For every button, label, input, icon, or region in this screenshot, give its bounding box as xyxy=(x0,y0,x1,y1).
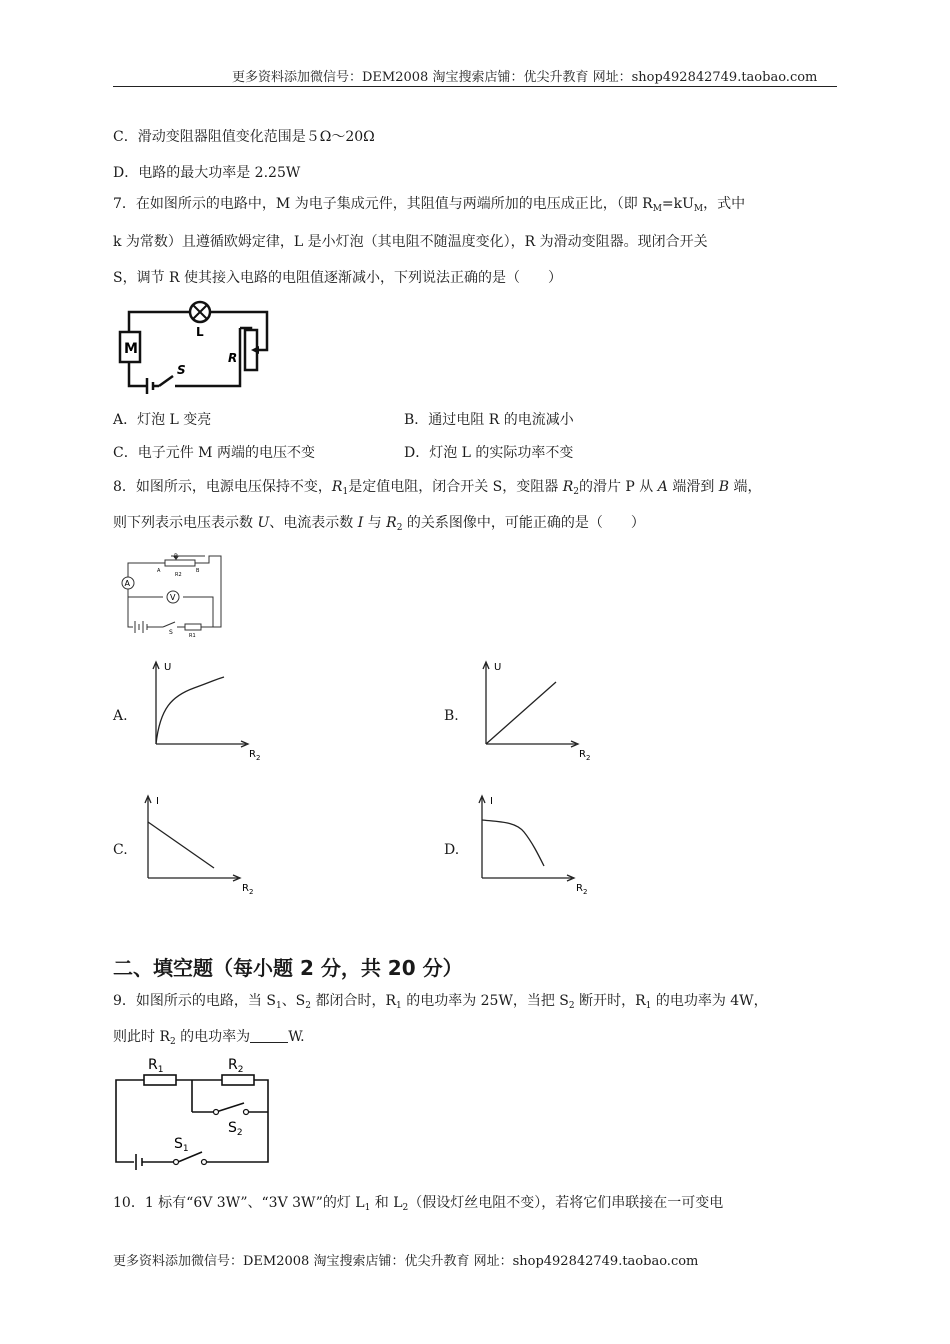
graph-b-y-label: U xyxy=(494,662,502,673)
q6-option-d: D．电路的最大功率是 2.25W xyxy=(113,165,301,181)
page-footer: 更多资料添加微信号：DEM2008 淘宝搜索店铺：优尖升教育 网址：shop492842749.taobao.com xyxy=(113,1254,699,1269)
q8-circuit-figure xyxy=(113,548,233,640)
q8-graph-c xyxy=(138,792,268,900)
resistor-r1 xyxy=(144,1075,176,1085)
label-s: S xyxy=(177,363,186,377)
label-r: R xyxy=(228,351,238,365)
fig-r1-label: $R_1$ xyxy=(148,1057,164,1075)
q8-stem-line2: 则下列表示电压表示数 U、电流表示数 I 与 $R_2$ 的关系图像中，可能正确的是（ ） xyxy=(113,515,645,533)
graph-a-y-label: U xyxy=(164,662,172,673)
q9-stem-line1: 9．如图所示的电路，当 $S_1$、$S_2$ 都闭合时，$R_1$ 的电功率为 25W，当把 $S_2$ 断开时，$R_1$ 的电功率为 4W， xyxy=(113,993,768,1011)
q6-option-c: C．滑动变阻器阻值变化范围是５Ω～20Ω xyxy=(113,129,375,145)
switch-label: S xyxy=(169,629,173,636)
q7-stem-line2: k 为常数）且遵循欧姆定律，L 是小灯泡（其电阻不随温度变化），R 为滑动变阻器。现闭合开关 xyxy=(113,234,708,250)
q7-stem-line3: S，调节 R 使其接入电路的电阻值逐渐减小，下列说法正确的是（ ） xyxy=(113,270,563,286)
page-header: 更多资料添加微信号：DEM2008 淘宝搜索店铺：优尖升教育 网址：shop492842749.taobao.com xyxy=(232,70,818,85)
q8-graph-a xyxy=(144,658,274,766)
voltmeter-label: V xyxy=(170,593,176,602)
q7-option-a: A．灯泡 L 变亮 xyxy=(113,412,212,428)
fig-s2-label: $S_2$ xyxy=(228,1120,243,1138)
graph-b-x-label: $R_2$ xyxy=(579,749,591,762)
q8-option-b-label: B. xyxy=(444,708,459,724)
q7-option-d: D．灯泡 L 的实际功率不变 xyxy=(404,445,574,461)
label-l: L xyxy=(196,325,204,339)
q8-graph-d xyxy=(472,792,602,900)
q9-stem-line2: 则此时 $R_2$ 的电功率为 W. xyxy=(113,1029,305,1047)
q8-option-a-label: A. xyxy=(113,708,128,724)
fig-s1-label: $S_1$ xyxy=(174,1136,189,1154)
graph-a-x-label: $R_2$ xyxy=(249,749,261,762)
end-a-label: A xyxy=(157,568,161,574)
q8-option-d-label: D. xyxy=(444,842,460,858)
slider-p-label: P xyxy=(174,553,178,560)
q9-circuit-figure xyxy=(108,1052,278,1172)
section-title: 二、填空题（每小题 2 分，共 20 分） xyxy=(113,956,463,980)
r1-label: R1 xyxy=(189,633,196,639)
resistor-r2 xyxy=(222,1075,254,1085)
q7-option-b: B．通过电阻 R 的电流减小 xyxy=(404,412,574,428)
label-m: M xyxy=(124,341,138,357)
q8-option-c-label: C. xyxy=(113,842,128,858)
q7-option-c: C．电子元件 M 两端的电压不变 xyxy=(113,445,315,461)
answer-blank[interactable] xyxy=(250,1028,288,1043)
q8-graph-b xyxy=(474,658,604,766)
graph-d-x-label: $R_2$ xyxy=(576,883,588,896)
q7-stem-line1: 7．在如图所示的电路中，M 为电子集成元件，其阻值与两端所加的电压成正比，（即 $R_M=kU_M$，式中 xyxy=(113,196,746,214)
end-b-label: B xyxy=(196,568,200,574)
q10-stem-line1: 10．1 标有“6V 3W”、“3V 3W”的灯 $L_1$ 和 $L_2$（假设灯丝电阻不变），若将它们串联接在一可变电 xyxy=(113,1195,724,1213)
q8-stem-line1: 8．如图所示，电源电压保持不变，$R_1$是定值电阻，闭合开关 S，变阻器 $R_2$的滑片 P 从 A 端滑到 B 端， xyxy=(113,479,762,497)
fig-r2-label: $R_2$ xyxy=(228,1057,244,1075)
graph-c-x-label: $R_2$ xyxy=(242,883,254,896)
ammeter-label: A xyxy=(124,579,130,588)
graph-d-y-label: I xyxy=(490,796,493,807)
q7-circuit-figure xyxy=(113,300,283,400)
r2-label: R2 xyxy=(175,572,182,578)
header-rule xyxy=(113,86,837,87)
graph-c-y-label: I xyxy=(156,796,159,807)
